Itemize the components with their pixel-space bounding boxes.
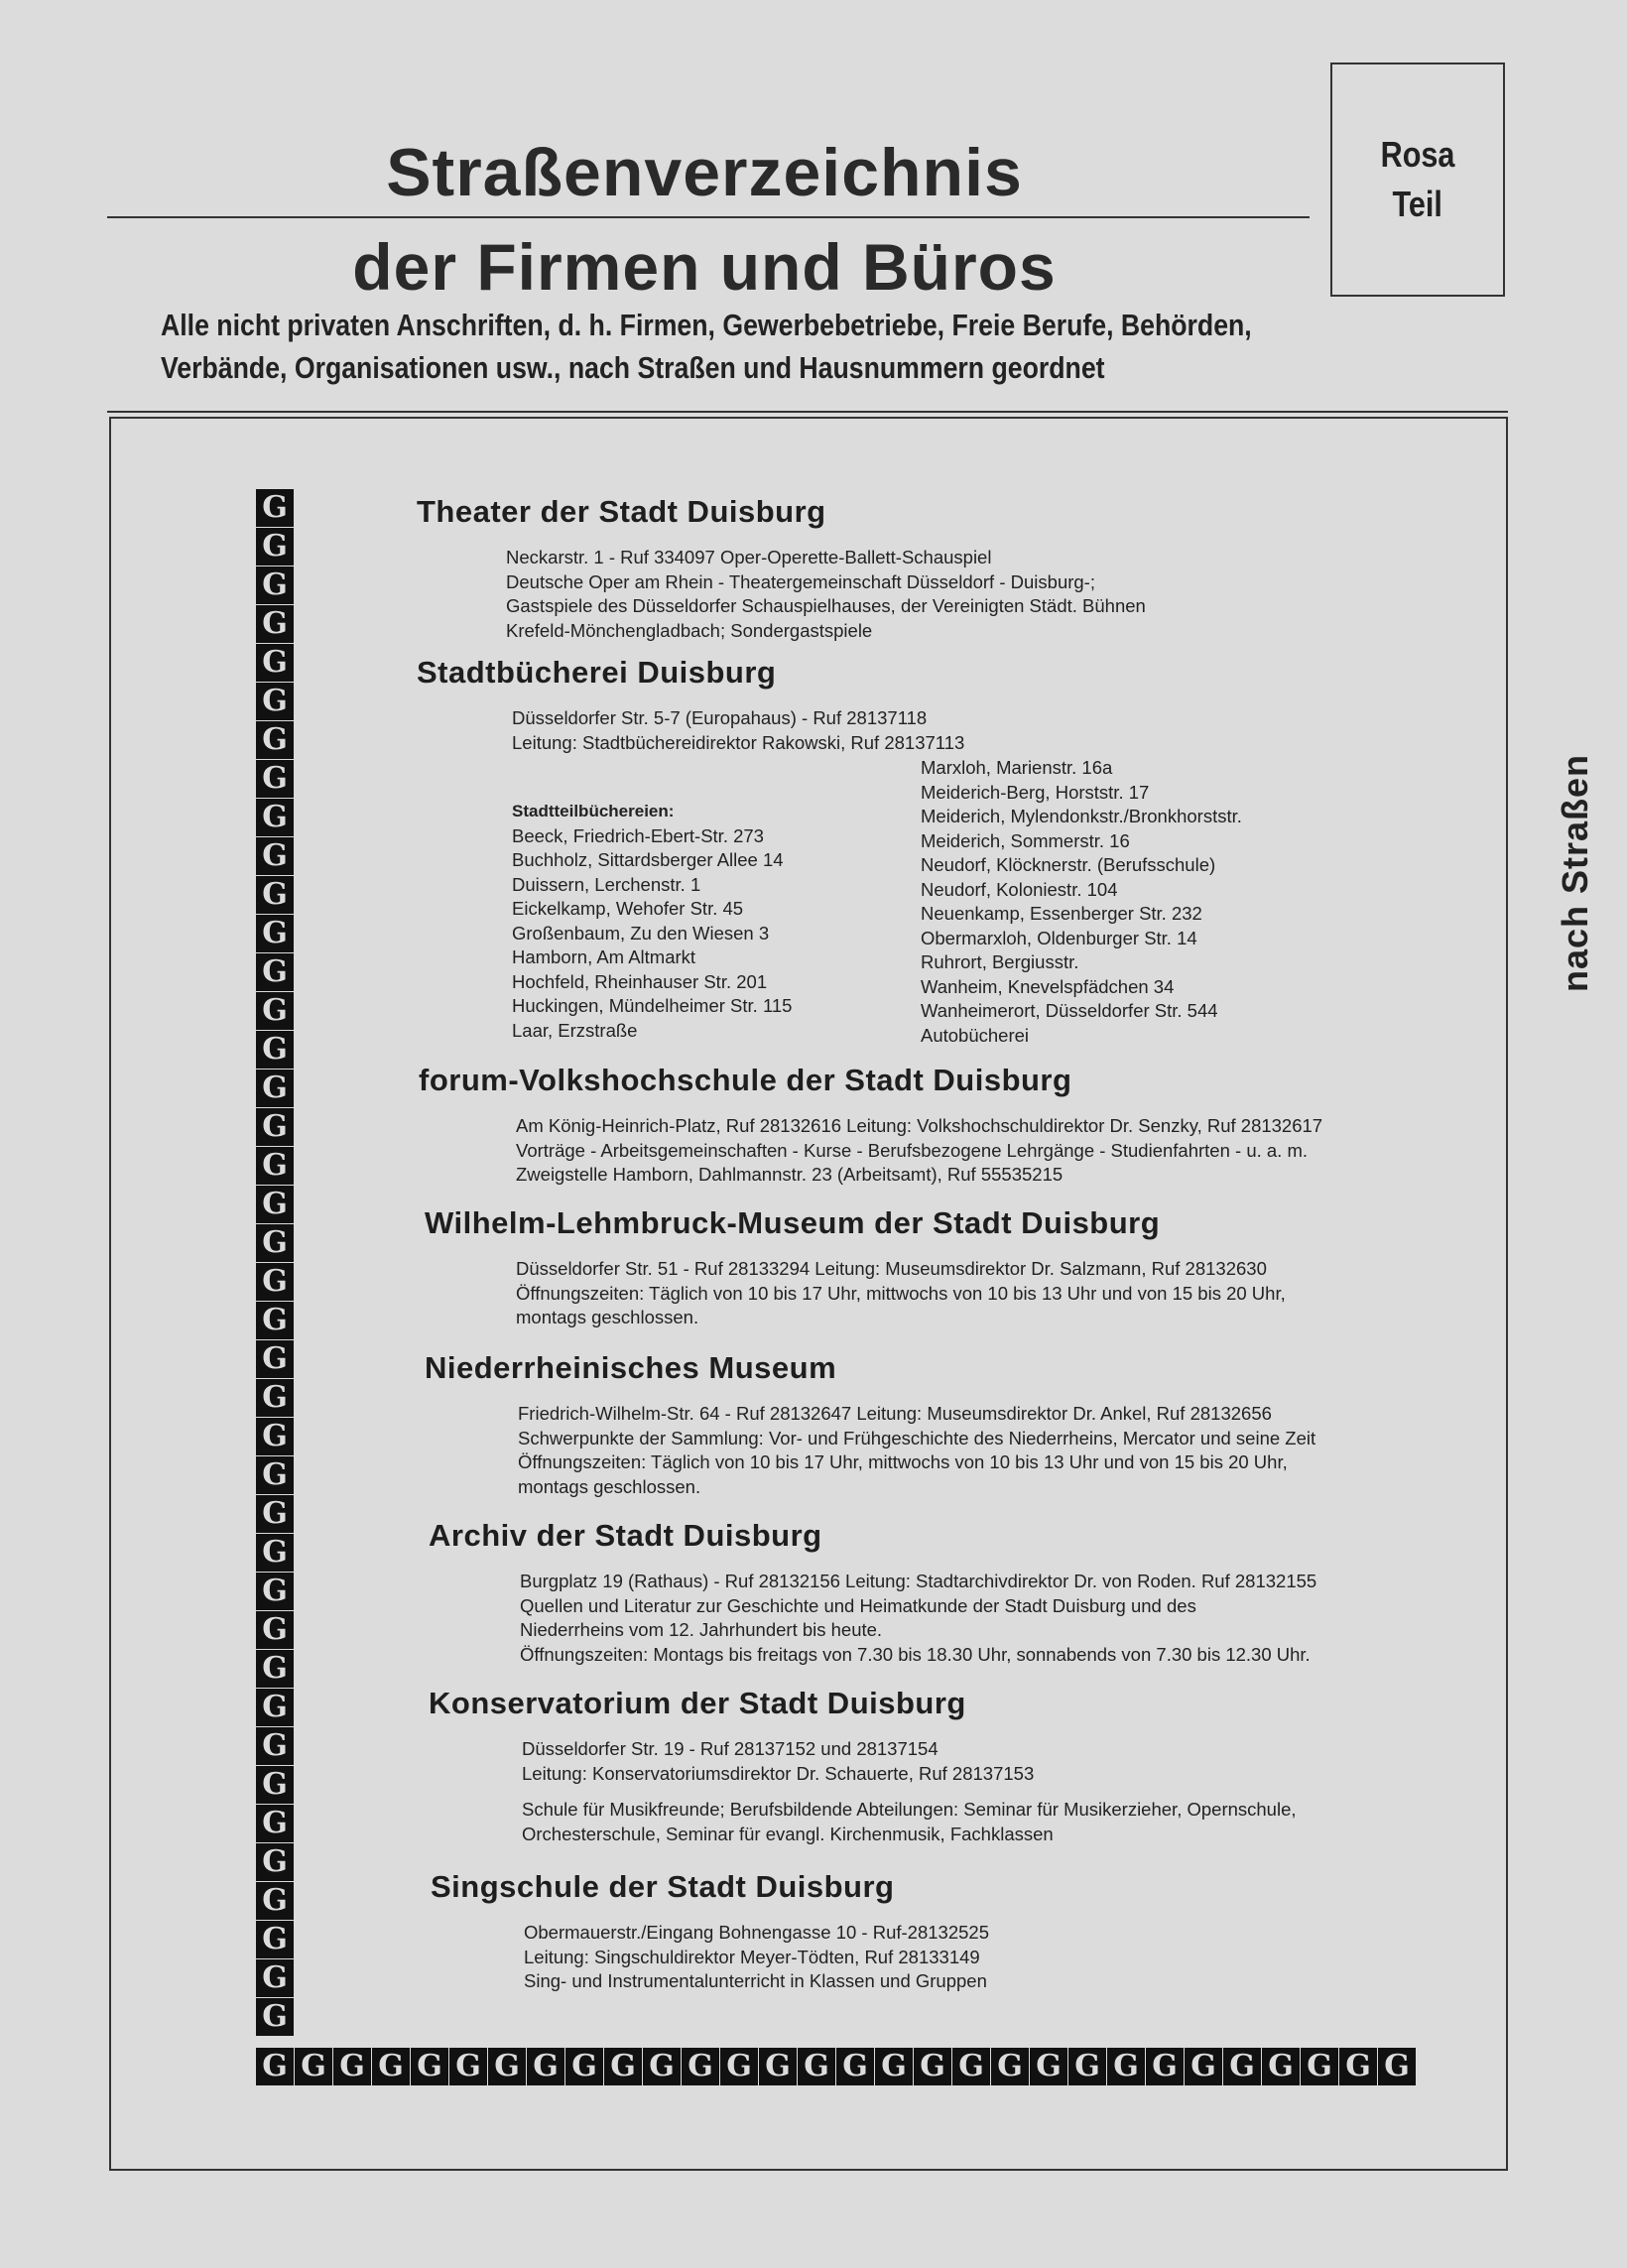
entry-line: Orchesterschule, Seminar für evangl. Kirchenmusik, Fachklassen	[522, 1823, 1054, 1844]
ornament-tile-icon: G	[914, 2048, 951, 2085]
ornament-tile-icon: G	[1146, 2048, 1184, 2085]
ornament-tile-icon: G	[256, 1921, 294, 1958]
ornament-tile-icon: G	[991, 2048, 1029, 2085]
ornament-tile-icon: G	[1223, 2048, 1261, 2085]
ornament-tile-icon: G	[449, 2048, 487, 2085]
ornament-tile-icon: G	[488, 2048, 526, 2085]
entry-body	[520, 1570, 1316, 1667]
ornament-tile-icon: G	[1068, 2048, 1106, 2085]
ornament-tile-icon: G	[256, 1495, 294, 1533]
ornament-tile-icon: G	[759, 2048, 797, 2085]
ornament-tile-icon: G	[256, 489, 294, 527]
ornament-tile-icon: G	[604, 2048, 642, 2085]
entry-line: Leitung: Konservatoriumsdirektor Dr. Schauerte, Ruf 28137153	[522, 1762, 1035, 1784]
ornament-tile-icon: G	[1262, 2048, 1300, 2085]
ornament-tile-icon: G	[256, 2048, 294, 2085]
entry-line: Schwerpunkte der Sammlung: Vor- und Frühgeschichte des Niederrheins, Mercator und seine Zeit	[518, 1427, 1316, 1449]
entry-title: Archiv der Stadt Duisburg	[429, 1518, 822, 1553]
ornament-tile-icon: G	[256, 1727, 294, 1765]
entry-line: Burgplatz 19 (Rathaus) - Ruf 28132156 Leitung: Stadtarchivdirektor Dr. von Roden. Ruf 28132155	[520, 1571, 1317, 1591]
ornament-tile-icon: G	[527, 2048, 564, 2085]
entry-line: Zweigstelle Hamborn, Dahlmannstr. 23 (Arbeitsamt), Ruf 55535215	[516, 1164, 1064, 1185]
ornament-tile-icon: G	[256, 837, 294, 875]
entry-stadtbuecherei	[417, 655, 964, 755]
list-item: Neudorf, Koloniestr. 104	[921, 878, 1118, 900]
ornament-tile-icon: G	[333, 2048, 371, 2085]
ornament-tile-icon: G	[256, 1418, 294, 1455]
list-item: Wanheimerort, Düsseldorfer Str. 544	[921, 1000, 1218, 1021]
ornament-tile-icon: G	[256, 1224, 294, 1262]
ornament-tile-icon: G	[411, 2048, 448, 2085]
subtitle-line: Verbände, Organisationen usw., nach Straßen und Hausnummern geordnet	[161, 350, 1105, 385]
ornament-tile-icon: G	[836, 2048, 874, 2085]
entry-line: Schule für Musikfreunde; Berufsbildende Abteilungen: Seminar für Musikerzieher, Opernschule,	[522, 1799, 1297, 1820]
ornament-tile-icon: G	[1185, 2048, 1222, 2085]
list-item: Meiderich-Berg, Horststr. 17	[921, 781, 1150, 803]
entry-line: Friedrich-Wilhelm-Str. 64 - Ruf 28132647 Leitung: Museumsdirektor Dr. Ankel, Ruf 28132656	[518, 1403, 1272, 1424]
ornament-tile-icon: G	[256, 605, 294, 643]
entry-title: Singschule der Stadt Duisburg	[431, 1869, 895, 1904]
list-item: Buchholz, Sittardsberger Allee 14	[512, 849, 784, 870]
entry-lehmbruck-museum	[425, 1205, 1286, 1330]
list-item: Meiderich, Sommerstr. 16	[921, 829, 1130, 851]
side-tab-label: nach Straßen	[1555, 753, 1595, 993]
entry-body	[522, 1737, 1297, 1846]
ornament-tile-icon: G	[256, 1766, 294, 1804]
ornament-tile-icon: G	[372, 2048, 410, 2085]
section-label-line: Rosa	[1380, 134, 1455, 175]
ornament-tile-icon: G	[256, 528, 294, 566]
ornament-tile-icon: G	[256, 683, 294, 720]
list-item: Eickelkamp, Wehofer Str. 45	[512, 898, 744, 919]
ornament-tile-icon: G	[256, 1611, 294, 1649]
entry-title: Theater der Stadt Duisburg	[417, 494, 826, 529]
ornament-tile-icon: G	[256, 1186, 294, 1223]
ornament-tile-icon: G	[256, 721, 294, 759]
ornament-tile-icon: G	[720, 2048, 758, 2085]
list-item: Autobücherei	[921, 1024, 1030, 1046]
entry-body	[516, 1114, 1322, 1188]
entry-line: Obermauerstr./Eingang Bohnengasse 10 - Ruf-28132525	[524, 1922, 989, 1943]
page-title-line2: der Firmen und Büros	[352, 230, 1057, 304]
ornament-tile-icon: G	[256, 799, 294, 836]
entry-title: Wilhelm-Lehmbruck-Museum der Stadt Duisburg	[425, 1205, 1161, 1240]
entry-line: Am König-Heinrich-Platz, Ruf 28132616 Leitung: Volkshochschuldirektor Dr. Senzky, Ruf 28132617	[516, 1115, 1323, 1136]
list-item: Hochfeld, Rheinhauser Str. 201	[512, 970, 768, 992]
entry-body	[518, 1402, 1315, 1499]
ornament-tile-icon: G	[256, 1805, 294, 1842]
branch-heading: Stadtteilbüchereien:	[512, 802, 675, 820]
page-title: Straßenverzeichnis	[386, 135, 1023, 210]
list-item: Großenbaum, Zu den Wiesen 3	[512, 922, 770, 944]
entry-line: Neckarstr. 1 - Ruf 334097 Oper-Operette-Ballett-Schauspiel	[506, 547, 992, 567]
entry-body	[524, 1921, 989, 1994]
list-item: Hamborn, Am Altmarkt	[512, 946, 696, 967]
entry-line: Deutsche Oper am Rhein - Theatergemeinschaft Düsseldorf - Duisburg-;	[506, 570, 1095, 592]
ornament-tile-icon: G	[295, 2048, 332, 2085]
ornament-tile-icon: G	[256, 1882, 294, 1920]
ornament-tile-icon: G	[256, 644, 294, 682]
entry-singschule	[431, 1869, 989, 1994]
list-item: Beeck, Friedrich-Ebert-Str. 273	[512, 824, 764, 846]
entry-archiv	[429, 1518, 1316, 1667]
entry-line: Gastspiele des Düsseldorfer Schauspielhauses, der Vereinigten Städt. Bühnen	[506, 595, 1146, 616]
ornament-tile-icon: G	[256, 1108, 294, 1146]
ornament-tile-icon: G	[256, 1070, 294, 1107]
entry-line: Quellen und Literatur zur Geschichte und Heimatkunde der Stadt Duisburg und des	[520, 1594, 1196, 1616]
ornament-tile-icon: G	[256, 876, 294, 914]
ornament-tile-icon: G	[256, 915, 294, 952]
list-item: Laar, Erzstraße	[512, 1019, 638, 1041]
entry-body	[516, 1257, 1286, 1330]
entry-line: Düsseldorfer Str. 51 - Ruf 28133294 Leitung: Museumsdirektor Dr. Salzmann, Ruf 28132630	[516, 1258, 1267, 1279]
entry-line: Öffnungszeiten: Täglich von 10 bis 17 Uhr, mittwochs von 10 bis 13 Uhr und von 15 bis 20 Uhr,	[516, 1282, 1286, 1304]
spacer	[522, 1786, 1297, 1798]
ornament-tile-icon: G	[256, 1456, 294, 1494]
ornamental-border-bottom	[256, 2048, 1419, 2087]
ornament-tile-icon: G	[1339, 2048, 1377, 2085]
ornament-tile-icon: G	[256, 1340, 294, 1378]
entry-title: forum-Volkshochschule der Stadt Duisburg	[419, 1063, 1072, 1097]
entry-line: Leitung: Stadtbüchereidirektor Rakowski, Ruf 28137113	[512, 731, 965, 753]
ornament-tile-icon: G	[1301, 2048, 1338, 2085]
ornament-tile-icon: G	[256, 1534, 294, 1572]
entry-title: Stadtbücherei Duisburg	[417, 655, 777, 690]
entry-body	[512, 706, 964, 755]
entry-line: montags geschlossen.	[518, 1475, 701, 1497]
ornament-tile-icon: G	[643, 2048, 681, 2085]
entry-title: Niederrheinisches Museum	[425, 1350, 837, 1385]
ornament-tile-icon: G	[565, 2048, 603, 2085]
ornament-tile-icon: G	[256, 1263, 294, 1301]
ornament-tile-icon: G	[256, 1573, 294, 1610]
entry-niederrheinisches-museum	[425, 1350, 1315, 1499]
entry-line: Leitung: Singschuldirektor Meyer-Tödten, Ruf 28133149	[524, 1946, 980, 1967]
frame-top-rule	[107, 411, 1508, 413]
page-subtitle	[161, 304, 1252, 389]
entry-volkshochschule	[419, 1063, 1322, 1188]
list-item: Obermarxloh, Oldenburger Str. 14	[921, 927, 1197, 948]
title-divider	[107, 216, 1310, 218]
ornament-tile-icon: G	[256, 1689, 294, 1726]
entry-line: Niederrheins vom 12. Jahrhundert bis heute.	[520, 1619, 883, 1640]
ornament-tile-icon: G	[1030, 2048, 1067, 2085]
ornament-tile-icon: G	[256, 992, 294, 1030]
ornament-tile-icon: G	[256, 1031, 294, 1069]
list-item: Wanheim, Knevelspfädchen 34	[921, 975, 1175, 997]
ornament-tile-icon: G	[256, 760, 294, 798]
entry-line: Öffnungszeiten: Täglich von 10 bis 17 Uhr, mittwochs von 10 bis 13 Uhr und von 15 bis 20 Uhr,	[518, 1451, 1288, 1472]
list-item: Ruhrort, Bergiusstr.	[921, 951, 1079, 972]
entry-line: montags geschlossen.	[516, 1307, 699, 1327]
list-item: Duissern, Lerchenstr. 1	[512, 873, 701, 895]
branch-list-right	[921, 756, 1337, 1048]
ornament-tile-icon: G	[256, 1650, 294, 1688]
ornament-tile-icon: G	[256, 1959, 294, 1997]
ornament-tile-icon: G	[256, 1147, 294, 1185]
ornament-tile-icon: G	[682, 2048, 719, 2085]
subtitle-line: Alle nicht privaten Anschriften, d. h. Firmen, Gewerbebetriebe, Freie Berufe, Behörden,	[161, 308, 1252, 342]
section-label-line: Teil	[1392, 184, 1443, 224]
list-item: Neudorf, Klöcknerstr. (Berufsschule)	[921, 854, 1216, 875]
ornament-tile-icon: G	[256, 1998, 294, 2036]
ornament-tile-icon: G	[1378, 2048, 1416, 2085]
list-item: Neuenkamp, Essenberger Str. 232	[921, 903, 1202, 924]
entry-line: Sing- und Instrumentalunterricht in Klassen und Gruppen	[524, 1970, 987, 1991]
entry-line: Düsseldorfer Str. 5-7 (Europahaus) - Ruf 28137118	[512, 707, 928, 728]
list-item: Meiderich, Mylendonkstr./Bronkhorststr.	[921, 806, 1242, 826]
ornament-tile-icon: G	[875, 2048, 913, 2085]
ornament-tile-icon: G	[256, 1379, 294, 1417]
ornamental-border-left	[256, 489, 296, 2064]
entry-body	[506, 546, 1146, 643]
list-item: Huckingen, Mündelheimer Str. 115	[512, 995, 793, 1016]
branch-list-left	[512, 800, 889, 1043]
ornament-tile-icon: G	[256, 567, 294, 604]
ornament-tile-icon: G	[1107, 2048, 1145, 2085]
entry-konservatorium	[429, 1686, 1297, 1846]
entry-title: Konservatorium der Stadt Duisburg	[429, 1686, 966, 1720]
entry-theater	[417, 494, 1146, 643]
ornament-tile-icon: G	[256, 953, 294, 991]
entry-line: Vorträge - Arbeitsgemeinschaften - Kurse - Berufsbezogene Lehrgänge - Studienfahrten - u. a. m.	[516, 1139, 1309, 1161]
ornament-tile-icon: G	[798, 2048, 835, 2085]
entry-line: Düsseldorfer Str. 19 - Ruf 28137152 und 28137154	[522, 1738, 939, 1759]
list-item: Marxloh, Marienstr. 16a	[921, 757, 1113, 778]
ornament-tile-icon: G	[256, 1843, 294, 1881]
entry-line: Öffnungszeiten: Montags bis freitags von 7.30 bis 18.30 Uhr, sonnabends von 7.30 bis 12.30 Uhr.	[520, 1643, 1311, 1665]
ornament-tile-icon: G	[256, 1302, 294, 1339]
section-label-box	[1330, 63, 1505, 297]
entry-line: Krefeld-Mönchengladbach; Sondergastspiele	[506, 619, 873, 641]
ornament-tile-icon: G	[952, 2048, 990, 2085]
